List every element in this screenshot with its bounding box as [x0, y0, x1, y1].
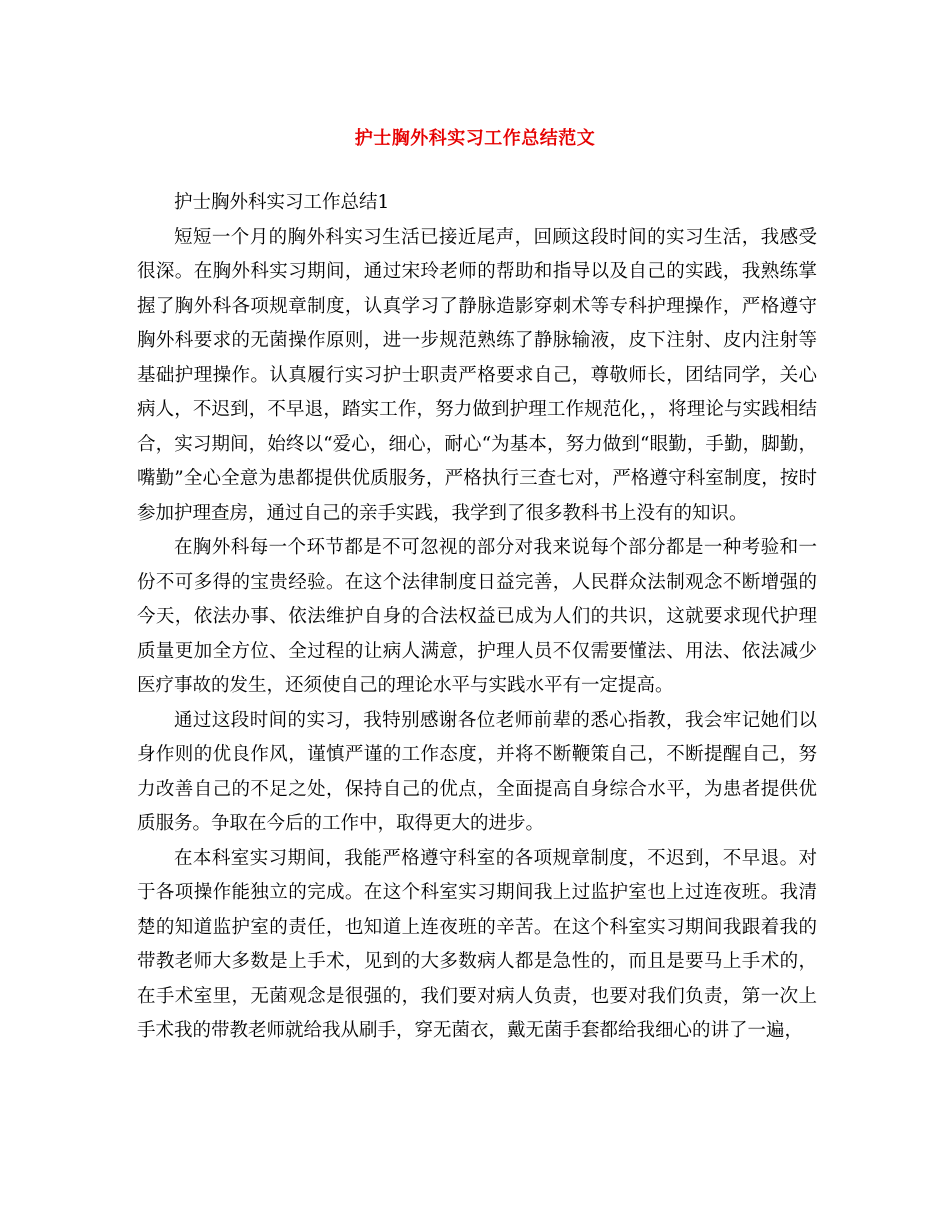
paragraph-2: 在胸外科每一个环节都是不可忽视的部分对我来说每个部分都是一种考验和一份不可多得的宝贵经验。在这个法律制度日益完善，人民群众法制观念不断增强的今天，依法办事、依法维护自身的合法权益已成为人们的共识，这就要求现代护理质量更加全方位、全过程的让病人满意，护理人员不仅需要懂法、用法、依法减少医疗事故的发生，还须使自己的理论水平与实践水平有一定提高。 — [137, 537, 817, 696]
section-heading: 护士胸外科实习工作总结1 — [174, 192, 390, 213]
paragraph-1: 短短一个月的胸外科实习生活已接近尾声，回顾这段时间的实习生活，我感受很深。在胸外科实习期间，通过宋玲老师的帮助和指导以及自己的实践，我熟练掌握了胸外科各项规章制度，认真学习了静脉造影穿刺术等专科护理操作，严格遵守胸外科要求的无菌操作原则，进一步规范熟练了静脉输液，皮下注射、皮内注射等基础护理操作。认真履行实习护士职责严格要求自己，尊敬师长，团结同学，关心病人，不迟到，不早退，踏实工作，努力做到护理工作规范化，，将理论与实践相结合，实习期间，始终以“爱心，细心，耐心“为基本，努力做到“眼勤，手勤，脚勤，嘴勤”全心全意为患都提供优质服务，严格执行三查七对，严格遵守科室制度，按时参加护理查房，通过自己的亲手实践，我学到了很多教科书上没有的知识。 — [137, 226, 817, 524]
document-body — [137, 186, 817, 1049]
document-title: 护士胸外科实习工作总结范文 — [354, 128, 596, 149]
paragraph-4: 在本科室实习期间，我能严格遵守科室的各项规章制度，不迟到，不早退。对于各项操作能独立的完成。在这个科室实习期间我上过监护室也上过连夜班。我清楚的知道监护室的责任，也知道上连夜班的辛苦。在这个科室实习期间我跟着我的带教老师大多数是上手术，见到的大多数病人都是急性的，而且是要马上手术的，在手术室里，无菌观念是很强的，我们要对病人负责，也要对我们负责，第一次上手术我的带教老师就给我从刷手，穿无菌衣，戴无菌手套都给我细心的讲了一遍， — [137, 847, 817, 1041]
paragraph-3: 通过这段时间的实习，我特别感谢各位老师前辈的悉心指教，我会牢记她们以身作则的优良作风，谨慎严谨的工作态度，并将不断鞭策自己，不断提醒自己，努力改善自己的不足之处，保持自己的优点，全面提高自身综合水平，为患者提供优质服务。争取在今后的工作中，取得更大的进步。 — [137, 709, 817, 834]
